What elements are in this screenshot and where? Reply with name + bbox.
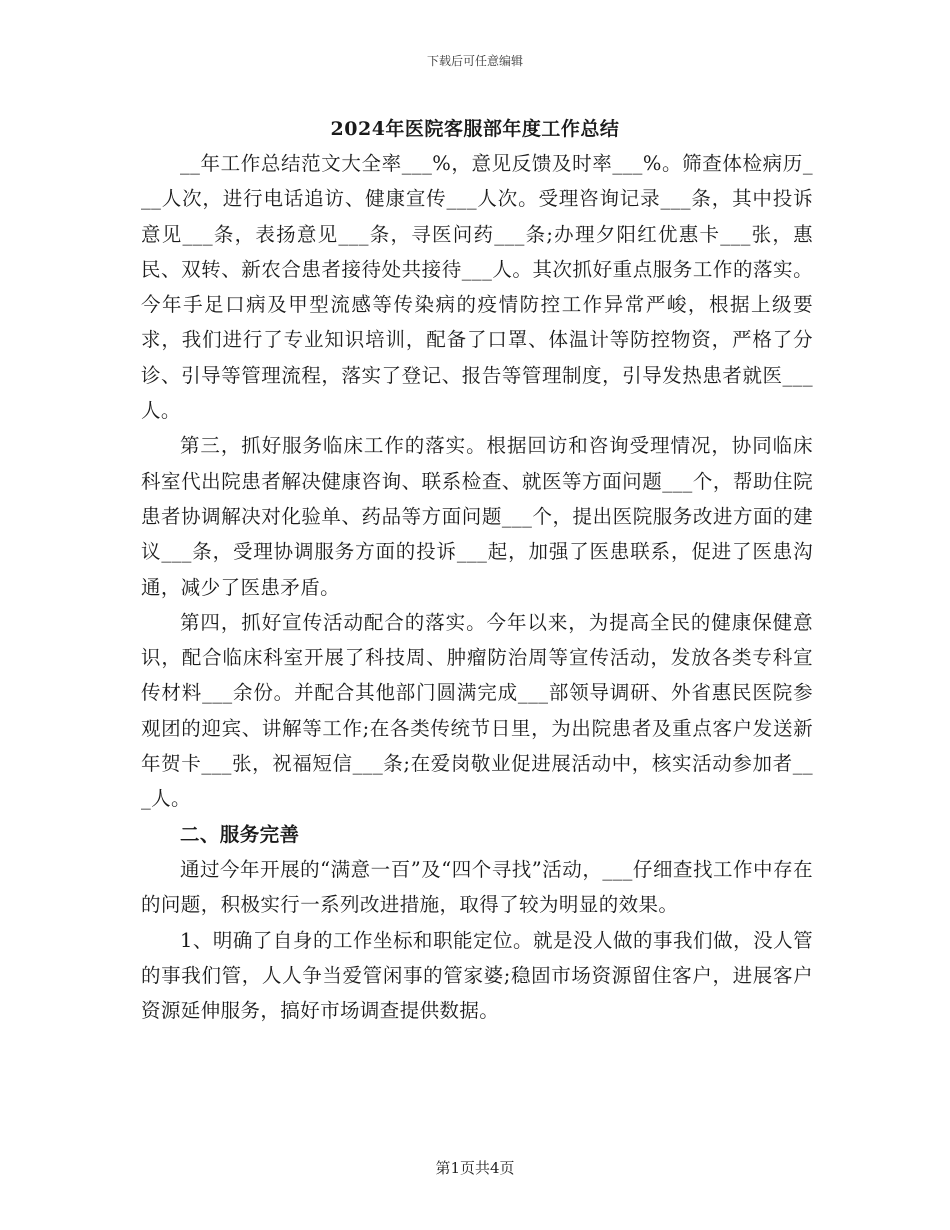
paragraph-1: __年工作总结范文大全率___%，意见反馈及时率___%。筛查体检病历___人次，进行电话追访、健康宣传___人次。受理咨询记录___条，其中投诉意见___条，表扬意见___条，寻医问药___条;办理夕阳红优惠卡___张，惠民、双转、新农合患者接待处共接待___人。其次抓好重点服务工作的落实。今年手足口病及甲型流感等传染病的疫情防控工作异常严峻，根据上级要求，我们进行了专业知识培训，配备了口罩、体温计等防控物资，严格了分诊、引导等管理流程，落实了登记、报告等管理制度，引导发热患者就医___人。 (141, 152, 813, 423)
document-title: 2024年医院客服部年度工作总结 (330, 118, 620, 140)
section-heading: 二、服务完善 (180, 822, 300, 846)
paragraph-5: 1、明确了自身的工作坐标和职能定位。就是没人做的事我们做，没人管的事我们管，人人争当爱管闲事的管家婆;稳固市场资源留住客户，进展客户资源延伸服务，搞好市场调查提供数据。 (141, 928, 813, 1023)
document-body (141, 146, 813, 1028)
page-footer: 第1页共4页 (435, 1159, 515, 1177)
paragraph-2: 第三，抓好服务临床工作的落实。根据回访和咨询受理情况，协同临床科室代出院患者解决健康咨询、联系检查、就医等方面问题___个，帮助住院患者协调解决对化验单、药品等方面问题___个，提出医院服务改进方面的建议___条，受理协调服务方面的投诉___起，加强了医患联系，促进了医患沟通，减少了医患矛盾。 (141, 434, 813, 599)
paragraph-4: 通过今年开展的“满意一百”及“四个寻找”活动，___仔细查找工作中存在的问题，积极实行一系列改进措施，取得了较为明显的效果。 (141, 857, 813, 917)
paragraph-3: 第四，抓好宣传活动配合的落实。今年以来，为提高全民的健康保健意识，配合临床科室开展了科技周、肿瘤防治周等宣传活动，发放各类专科宣传材料___余份。并配合其他部门圆满完成___部领导调研、外省惠民医院参观团的迎宾、讲解等工作;在各类传统节日里，为出院患者及重点客户发送新年贺卡___张，祝福短信___条;在爱岗敬业促进展活动中，核实活动参加者___人。 (141, 610, 813, 811)
header-note: 下载后可任意编辑 (426, 54, 523, 68)
